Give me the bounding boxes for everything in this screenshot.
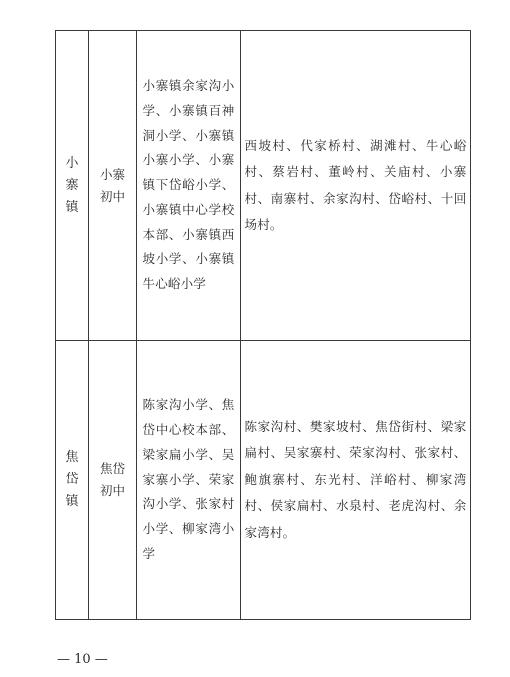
school-zone-table — [55, 30, 471, 620]
middle-school-cell — [89, 31, 137, 341]
town-cell — [56, 341, 89, 620]
middle-school-cell — [89, 341, 137, 620]
town-cell — [56, 31, 89, 341]
middle-school-name: 焦岱初中 — [99, 461, 125, 498]
villages-list: 陈家沟村、樊家坡村、焦岱街村、梁家扁村、吴家寨村、荣家沟村、张家村、鲍旗寨村、东光村、洋峪村、柳家湾村、侯家扁村、水泉村、老虎沟村、余家湾村。 — [244, 418, 467, 540]
middle-school-name: 小寨初中 — [99, 166, 125, 204]
table-row — [56, 341, 471, 620]
primary-schools-list: 陈家沟小学、焦岱中心校本部、梁家扁小学、吴家寨小学、荣家沟小学、张家村小学、柳家湾小学 — [142, 397, 235, 561]
primary-schools-cell — [137, 31, 241, 341]
table-row — [56, 31, 471, 341]
town-name: 小寨镇 — [65, 155, 79, 215]
town-name: 焦岱镇 — [65, 450, 79, 509]
page-number: — 10 — — [57, 652, 108, 667]
villages-cell — [241, 341, 471, 620]
primary-schools-cell — [137, 341, 241, 620]
villages-cell — [241, 31, 471, 341]
primary-schools-list: 小寨镇余家沟小学、小寨镇百神洞小学、小寨镇小寨小学、小寨镇下岱峪小学、小寨镇中心学校本部、小寨镇西坡小学、小寨镇牛心峪小学 — [142, 77, 235, 292]
villages-list: 西坡村、代家桥村、湖滩村、牛心峪村、蔡岩村、董岭村、关庙村、小寨村、南寨村、余家沟村、岱峪村、十回场村。 — [244, 137, 467, 232]
